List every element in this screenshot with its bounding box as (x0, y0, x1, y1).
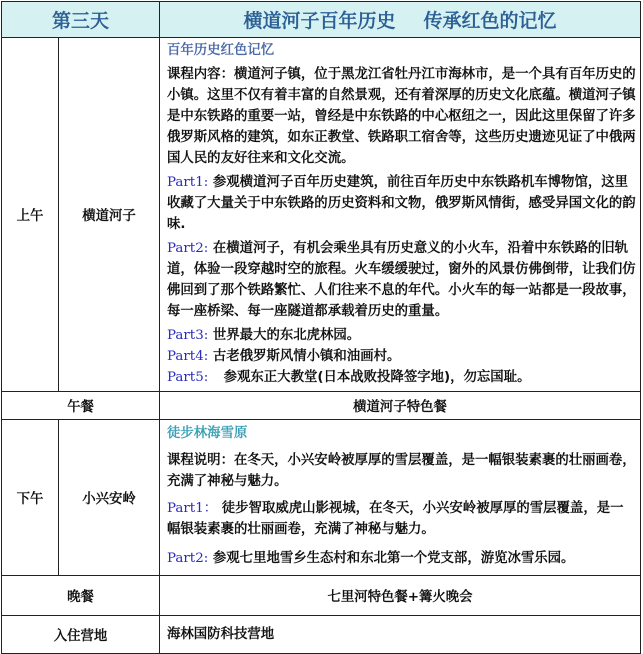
afternoon-intro: 课程说明：在冬天，小兴安岭被厚厚的雪层覆盖，是一幅银装素裹的壮丽画卷，充满了神秘与魅力。 (167, 452, 636, 489)
afternoon-part-2 (167, 548, 636, 569)
afternoon-place: 小兴安岭 (59, 420, 160, 576)
day-label: 第三天 (2, 2, 160, 38)
part-label: Part4: (167, 349, 209, 364)
morning-intro: 课程内容：横道河子镇，位于黑龙江省牡丹江市海林市，是一个具有百年历史的小镇。这里不仅有着丰富的自然景观，还有着深厚的历史文化底蕴。横道河子镇是中东铁路的重要一站，曾经是中东铁路的中心枢纽之一，因此这里保留了许多俄罗斯风格的建筑，如东正教堂、铁路职工宿舍等，这些历史遗迹见证了中俄两国人民的友好往来和文化交流。 (167, 67, 636, 166)
part-text: 古老俄罗斯风情小镇和油画村。 (212, 349, 401, 364)
day-title (160, 2, 641, 38)
afternoon-period: 下午 (2, 420, 59, 576)
part-text: 参观东正大教堂(日本战败投降签字地)，勿忘国耻。 (223, 370, 531, 385)
part-label: Part3: (167, 328, 209, 343)
lodging-value: 海林国防科技营地 (160, 616, 641, 654)
lunch-label: 午餐 (2, 392, 160, 420)
dinner-label: 晚餐 (2, 576, 160, 616)
afternoon-content (160, 420, 641, 576)
part-label: Part1: (167, 175, 209, 190)
part-text: 世界最大的东北虎林园。 (212, 328, 361, 343)
part-label: Part2: (167, 550, 209, 566)
part-text: 徒步智取威虎山影视城，在冬天，小兴安岭被厚厚的雪层覆盖，是一幅银装素裹的壮丽画卷，充满了神秘与魅力。 (167, 500, 624, 537)
lunch-row (2, 392, 641, 420)
morning-period: 上午 (2, 38, 59, 392)
afternoon-row (2, 420, 641, 576)
lodging-row (2, 616, 641, 654)
subtitle-text: 传承红色的记忆 (423, 10, 557, 32)
part-text: 参观横道河子百年历史建筑，前往百年历史中东铁路机车博物馆，这里收藏了大量关于中东铁路的历史资料和文物，俄罗斯风情街，感受异国文化的韵味. (167, 175, 636, 232)
part-label: Part5: (167, 370, 209, 385)
part-text: 参观七里地雪乡生态村和东北第一个党支部，游览冰雪乐园。 (212, 550, 575, 566)
title-text: 横道河子百年历史 (243, 10, 396, 32)
morning-row (2, 38, 641, 392)
morning-part-1 (167, 172, 636, 235)
lodging-label: 入住营地 (2, 616, 160, 654)
morning-part-3 (167, 325, 636, 346)
morning-part-2 (167, 238, 636, 322)
header-row (2, 2, 641, 38)
morning-heading: 百年历史红色记忆 (167, 43, 275, 58)
part-label: Part2: (167, 241, 209, 256)
itinerary-table (1, 1, 641, 654)
afternoon-part-1 (167, 498, 636, 540)
part-label: Part1： (167, 500, 218, 516)
morning-part-5 (167, 367, 636, 388)
dinner-row (2, 576, 641, 616)
morning-part-4 (167, 346, 636, 367)
lunch-value: 横道河子特色餐 (160, 392, 641, 420)
morning-place: 横道河子 (59, 38, 160, 392)
dinner-value: 七里河特色餐+篝火晚会 (160, 576, 641, 616)
afternoon-heading: 徒步林海雪原 (167, 425, 248, 441)
part-text: 在横道河子，有机会乘坐具有历史意义的小火车，沿着中东铁路的旧轨道，体验一段穿越时空的旅程。火车缓缓驶过，窗外的风景仿佛倒带，让我们仿佛回到了那个铁路繁忙、人们往来不息的年代。小火车的每一站都是一段故事，每一座桥梁、每一座隧道都承载着历史的重量。 (167, 241, 636, 319)
morning-content (160, 38, 641, 392)
